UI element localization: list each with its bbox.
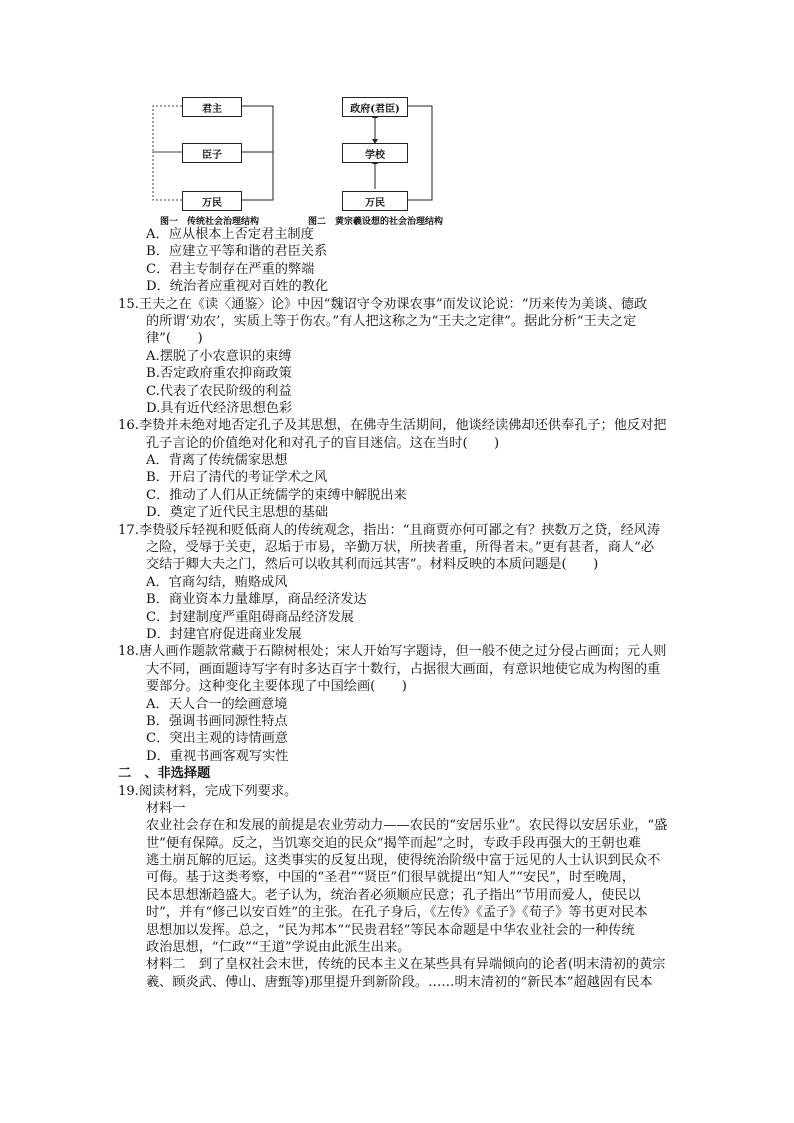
q15-option: C.代表了农民阶级的利益: [146, 383, 292, 399]
fig2-people-box: [342, 191, 408, 211]
q19-stem: 19.阅读材料，完成下列要求。: [118, 783, 298, 799]
q19-material1-line: 时”，并有“修己以安百姓”的主张。在孔子身后，《左传》《孟子》《荀子》等书更对民本: [146, 905, 648, 921]
q15-option: A.摆脱了小农意识的束缚: [146, 348, 292, 364]
fig2-school-box: [342, 143, 408, 163]
q19-material1-line: 政治思想，“仁政”“王道”学说由此派生出来。: [146, 940, 411, 956]
q18-option: B．强调书画同源性特点: [146, 713, 288, 729]
q15-stem-line: 的所谓‘劝农’，实质上等于伤农。”有人把这称之为“王夫之定律”。据此分析“王夫之定: [146, 313, 637, 329]
q14-option: B．应建立平等和谐的君臣关系: [146, 244, 328, 260]
governance-diagram: [148, 92, 458, 228]
fig1-ruler-box: [182, 97, 242, 117]
fig1-caption: 图一 传统社会治理结构: [160, 217, 260, 227]
fig1-people-label: 万民: [202, 197, 222, 209]
q15-stem-line: 15.王夫之在《读〈通鉴〉论》中因“魏诏守令劝课农事”而发议论说：“历来传为美谈、德政: [118, 296, 648, 312]
fig2-government-label: 政府(君臣): [350, 103, 400, 115]
fig1-minister-label: 臣子: [202, 149, 222, 161]
q19-material1-line: 逃土崩瓦解的厄运。这类事实的反复出现，使得统治阶级中富于远见的人士认识到民众不: [146, 853, 661, 869]
q17-option: D．封建官府促进商业发展: [146, 626, 302, 642]
q14-option: A．应从根本上否定君主制度: [146, 227, 314, 242]
q19-material1-line: 思想加以发挥。总之，“民为邦本”“民贵君轻”等民本命题是中华农业社会的一种传统: [146, 922, 635, 938]
q18-stem-line: 要部分。这种变化主要体现了中国绘画( ): [146, 679, 407, 695]
fig2-caption: 图二 黄宗羲设想的社会治理结构: [308, 217, 444, 227]
q16-option: B．开启了清代的考证学术之风: [146, 470, 328, 486]
fig2-people-label: 万民: [365, 197, 385, 209]
q16-stem-line: 16.李贽并未绝对地否定孔子及其思想，在佛寺生活期间，他谈经读佛却还供奉孔子；他反对把: [118, 418, 667, 434]
fig2-school-label: 学校: [365, 149, 385, 161]
q15-stem-line: 律”( ): [146, 331, 203, 347]
q19-material1-label: 材料一: [146, 800, 186, 816]
q17-option: B．商业资本力量雄厚，商品经济发达: [146, 592, 367, 608]
q19-material1-line: 世”便有保障。反之，当饥寒交迫的民众“揭竿而起”之时，专政手段再强大的王朝也难: [146, 835, 641, 851]
q17-stem-line: 17.李贽驳斥轻视和贬低商人的传统观念，指出：“且商贾亦何可鄙之有？挟数万之贷，经风涛: [118, 522, 661, 538]
q17-option: C．封建制度严重阻碍商品经济发展: [146, 609, 354, 625]
q18-option: A．天人合一的绘画意境: [146, 696, 288, 712]
fig1-minister-box: [182, 143, 242, 163]
q17-stem-line: 交结于卿大夫之门，然后可以收其利而远其害”。材料反映的本质问题是( ): [146, 557, 599, 573]
q17-stem-line: 之险，受辱于关吏，忍垢于市易，辛勤万状，所挟者重，所得者末。”更有甚者，商人“必: [146, 540, 655, 556]
q14-option: D．统治者应重视对百姓的教化: [146, 279, 329, 295]
fig2-government-box: [342, 97, 408, 117]
q19-material1-line: 民本思想渐趋盛大。老子认为，统治者必须顺应民意；孔子指出“节用而爱人，使民以: [146, 887, 641, 903]
q16-option: A．背离了传统儒家思想: [146, 453, 288, 469]
question-text: [118, 226, 708, 991]
q16-option: C．推动了人们从正统儒学的束缚中解脱出来: [146, 487, 407, 503]
q16-stem-line: 孔子言论的价值绝对化和对孔子的盲目迷信。这在当时( ): [146, 435, 500, 451]
section-heading: 二 、非选择题: [118, 766, 211, 782]
q17-option: A．官商勾结，贿赂成风: [146, 574, 288, 590]
q19-material1-line: 可侮。基于这类考察，中国的“圣君”“贤臣”们很早就提出“知人”“安民”，时至晚周，: [146, 870, 636, 886]
q15-option: D.具有近代经济思想色彩: [146, 400, 293, 416]
q14-option: C．君主专制存在严重的弊端: [146, 261, 315, 277]
q18-option: D．重视书画客观写实性: [146, 748, 289, 764]
q19-material1-line: 农业社会存在和发展的前提是农业劳动力——农民的“安居乐业”。农民得以安居乐业，“盛: [146, 818, 668, 834]
q16-option: D．奠定了近代民主思想的基础: [146, 505, 329, 521]
q15-option: B.否定政府重农抑商政策: [146, 366, 292, 382]
fig1-ruler-label: 君主: [202, 103, 222, 115]
q18-option: C．突出主观的诗情画意: [146, 731, 288, 747]
fig1-people-box: [182, 191, 242, 211]
q19-material2-line: 羲、顾炎武、傅山、唐甄等)那里提升到新阶段。……明末清初的“新民本”超越固有民本: [146, 974, 653, 990]
q19-material2-line: 材料二 到了皇权社会末世，传统的民本主义在某些具有异端倾向的论者(明末清初的黄宗: [146, 957, 666, 973]
q18-stem-line: 大不同，画面题诗写字有时多达百字十数行，占据很大画面，有意识地使它成为构图的重: [146, 661, 661, 677]
q18-stem-line: 18.唐人画作题款常藏于石隙树根处；宋人开始写字题诗，但一般不使之过分侵占画面；元人则: [118, 644, 667, 660]
